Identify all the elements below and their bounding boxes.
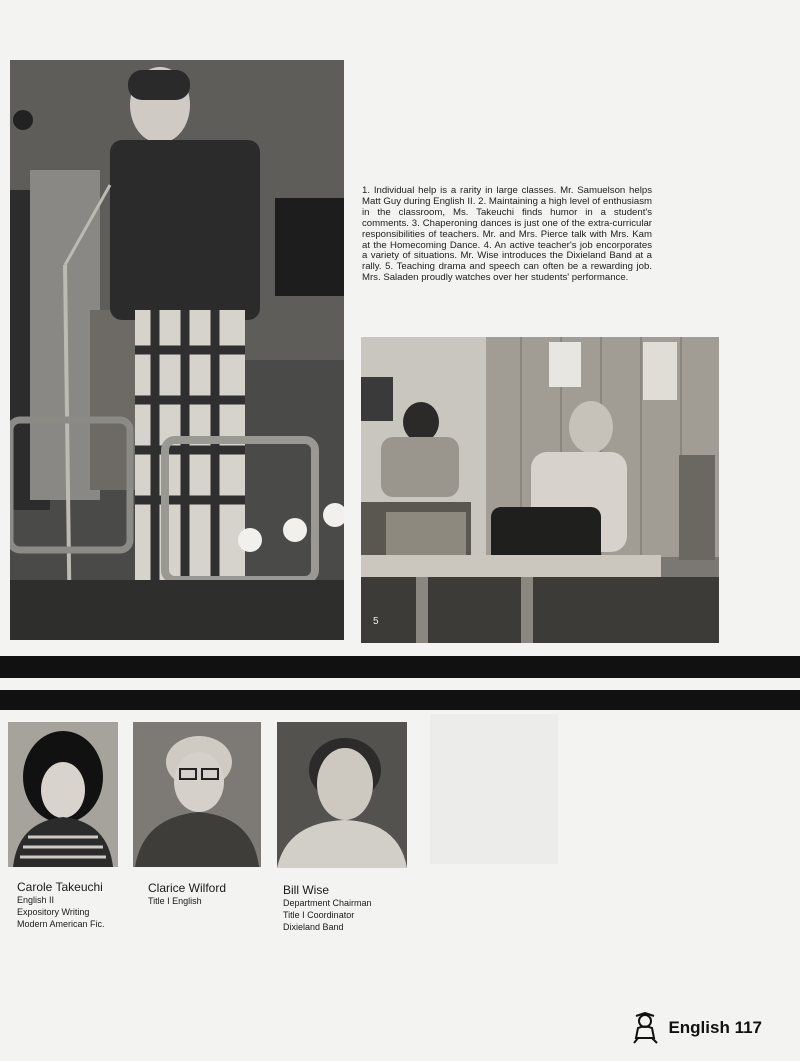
staff-line: English II xyxy=(17,895,55,905)
portrait-clarice-wilford xyxy=(133,722,261,867)
staff-line: Department Chairman xyxy=(283,898,372,908)
staff-line: Title I Coordinator xyxy=(283,910,355,920)
staff-entry-wise xyxy=(283,883,372,933)
staff-entry-takeuchi xyxy=(17,880,105,930)
page-label: English 117 xyxy=(668,1018,762,1037)
staff-name: Carole Takeuchi xyxy=(17,880,103,894)
portrait-carole-takeuchi xyxy=(8,722,118,867)
photo-teacher-with-microphone xyxy=(10,60,344,640)
staff-line: Title I English xyxy=(148,896,202,906)
divider-bar-bottom xyxy=(0,690,800,710)
microphone-scene-illustration xyxy=(10,60,344,640)
staff-name: Clarice Wilford xyxy=(148,881,227,895)
ghost-portrait xyxy=(430,714,558,864)
photo-teacher-at-desk xyxy=(361,337,719,643)
photo-caption: 1. Individual help is a rarity in large classes. Mr. Samuelson helps Matt Guy during English II. 2. Maintaining a high level of enthusiasm in the classroom, Ms. Takeuchi finds humor in a student's comments. 3. Chaperoning dances is just one of the extra-curricular responsibilities of teachers. Mr. and Mrs. Pierce talk with Mrs. Kam at the Homecoming Dance. 4. An active teacher's job encorporates a variety of situations. Mr. Wise introduces the Dixieland Band at a rally. 5. Teaching drama and speech can often be a rewarding job. Mrs. Saladen proudly watches over her students' performance. xyxy=(362,185,652,284)
portrait-illustration xyxy=(8,722,118,867)
portrait-illustration xyxy=(133,722,261,867)
staff-line: Dixieland Band xyxy=(283,922,344,932)
photo-number: 5 xyxy=(373,616,379,627)
staff-line: Expository Writing xyxy=(17,907,90,917)
staff-line: Modern American Fic. xyxy=(17,919,105,929)
portrait-bill-wise xyxy=(277,722,407,868)
divider-bar-top xyxy=(0,656,800,678)
portrait-illustration xyxy=(277,722,407,868)
staff-name: Bill Wise xyxy=(283,883,330,897)
mascot-icon xyxy=(630,1012,660,1044)
staff-entry-wilford xyxy=(148,881,226,907)
page-footer xyxy=(630,1012,762,1044)
desk-scene-illustration xyxy=(361,337,719,643)
